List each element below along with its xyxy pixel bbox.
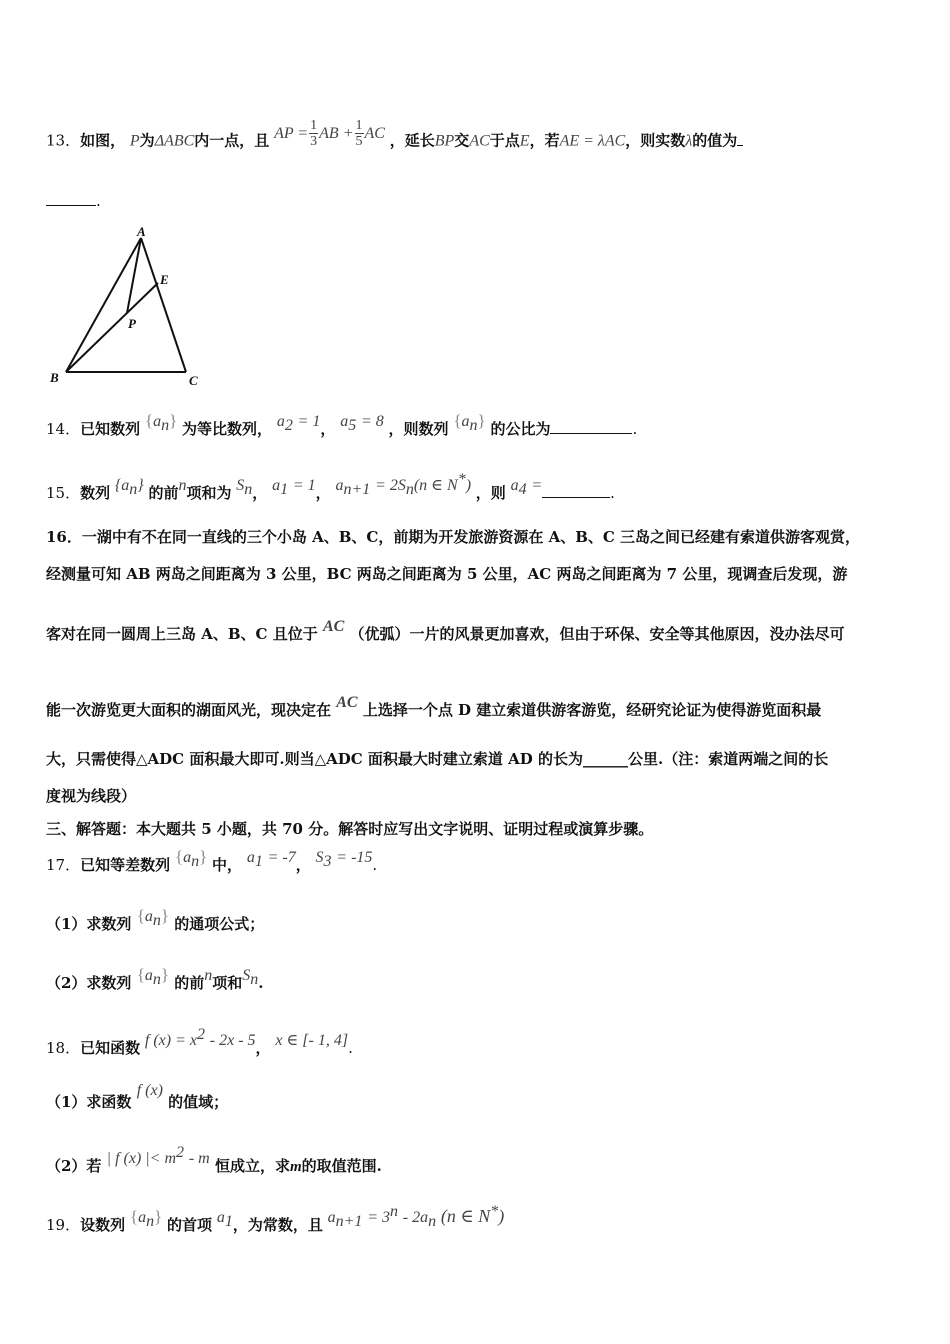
segment-be [66, 283, 158, 372]
q16-line3: 客对在同一圆周上三岛 A、B、C 且位于 AC （优弧）一片的风景更加喜欢，但由于环保、安全等其他原因，没办法尽可 [46, 618, 845, 643]
q13-vector-equation: AP = $\frac{1}{3}$ AB + $\frac{1}{5}$ AC [274, 118, 385, 149]
label-b: B [50, 370, 59, 385]
label-e: E [160, 272, 169, 287]
arc-ac: AC [322, 618, 345, 635]
q16-line4: 能一次游览更大面积的湖面风光，现决定在 AC 上选择一个点 D 建立索道供游客游览，经研究论证为使得游览面积最 [46, 694, 822, 719]
segment-ab [66, 238, 141, 372]
triangle-figure [44, 222, 214, 392]
label-c: C [189, 373, 198, 388]
q14-line: 14．已知数列 $\{a_n\}$ 为等比数列， $a_2 = 1$， $a_5 = 8$ ，则数列 $\{a_n\}$ 的公比为 . [46, 411, 638, 438]
answer-blank [542, 483, 610, 498]
q18-part2: （2）若 | f (x) |< $m^2$ - m 恒成立，求m的取值范围. [46, 1144, 382, 1175]
q17-line: 17．已知等差数列 $\{a_n\}$ 中， $a_1 = -7$， $S_3 = -15$. [46, 847, 378, 874]
arc-ac: AC [336, 694, 358, 711]
q13-line2: . [46, 190, 906, 212]
sequence-an: $\{a_n\}$ [136, 965, 170, 988]
answer-blank [550, 419, 632, 434]
q13-line1: 13．如图， P为ΔABC内一点，且 AP = $\frac{1}{3}$ AB + $\frac{1}{5}$ AC ，延长BP交AC于点E，若AE = λAC，则实数λ的值为 [46, 126, 906, 157]
q15-line: 15．数列 $\{a_n\}$ 的前n项和为 $S_n$， $a_1 = 1$， $a_{n+1} = 2S_n(n$ ∈ N*) ，则 $a_4$ = . [46, 471, 615, 502]
sequence-an: $\{a_n\}$ [136, 906, 170, 929]
answer-blank [46, 191, 96, 206]
q17-part2: （2）求数列 $\{a_n\}$ 的前n项和$S_n$. [46, 965, 264, 992]
answer-blank [737, 131, 743, 146]
fraction-one-fifth: $\frac{1}{5}$ [355, 118, 363, 149]
q16-line2: 经测量可知 AB 两岛之间距离为 3 公里，BC 两岛之间距离为 5 公里，AC 两岛之间距离为 7 公里，现调查后发现，游 [46, 565, 848, 583]
sequence-an: $\{a_n\}$ [174, 847, 208, 870]
section-three-heading: 三、解答题：本大题共 5 小题，共 70 分。解答时应写出文字说明、证明过程或演算步骤。 [46, 820, 654, 838]
label-a: A [137, 224, 146, 239]
sequence-an: $\{a_n\}$ [453, 411, 486, 434]
segment-ac [141, 238, 186, 372]
q18-part1: （1）求函数 f (x) 的值域； [46, 1082, 229, 1111]
fraction-one-third: $\frac{1}{3}$ [310, 118, 318, 149]
q16-line5: 大，只需使得△ADC 面积最大即可.则当△ADC 面积最大时建立索道 AD 的长为______公里.（注：索道两端之间的长 [46, 750, 829, 768]
sequence-an: $\{a_n\}$ [144, 411, 178, 434]
q19-line: 19．设数列 $\{a_n\}$ 的首项 $a_1$，为常数，且 $a_{n+1} = 3^n - 2a_n$ (n ∈ N*) [46, 1203, 505, 1234]
q16-line6: 度视为线段） [46, 787, 137, 805]
q16-line1: 16．一湖中有不在同一直线的三个小岛 A、B、C，前期为开发旅游资源在 A、B、C 三岛之间已经建有索道供游客观赏， [46, 528, 861, 546]
q17-part1: （1）求数列 $\{a_n\}$ 的通项公式； [46, 906, 265, 933]
sequence-an: $\{a_n\}$ [129, 1207, 163, 1230]
label-p: P [128, 316, 136, 331]
q18-line: 18．已知函数 f $(x) = x^2 - 2x - 5$， x ∈ [- 1, 4]. [46, 1026, 353, 1057]
